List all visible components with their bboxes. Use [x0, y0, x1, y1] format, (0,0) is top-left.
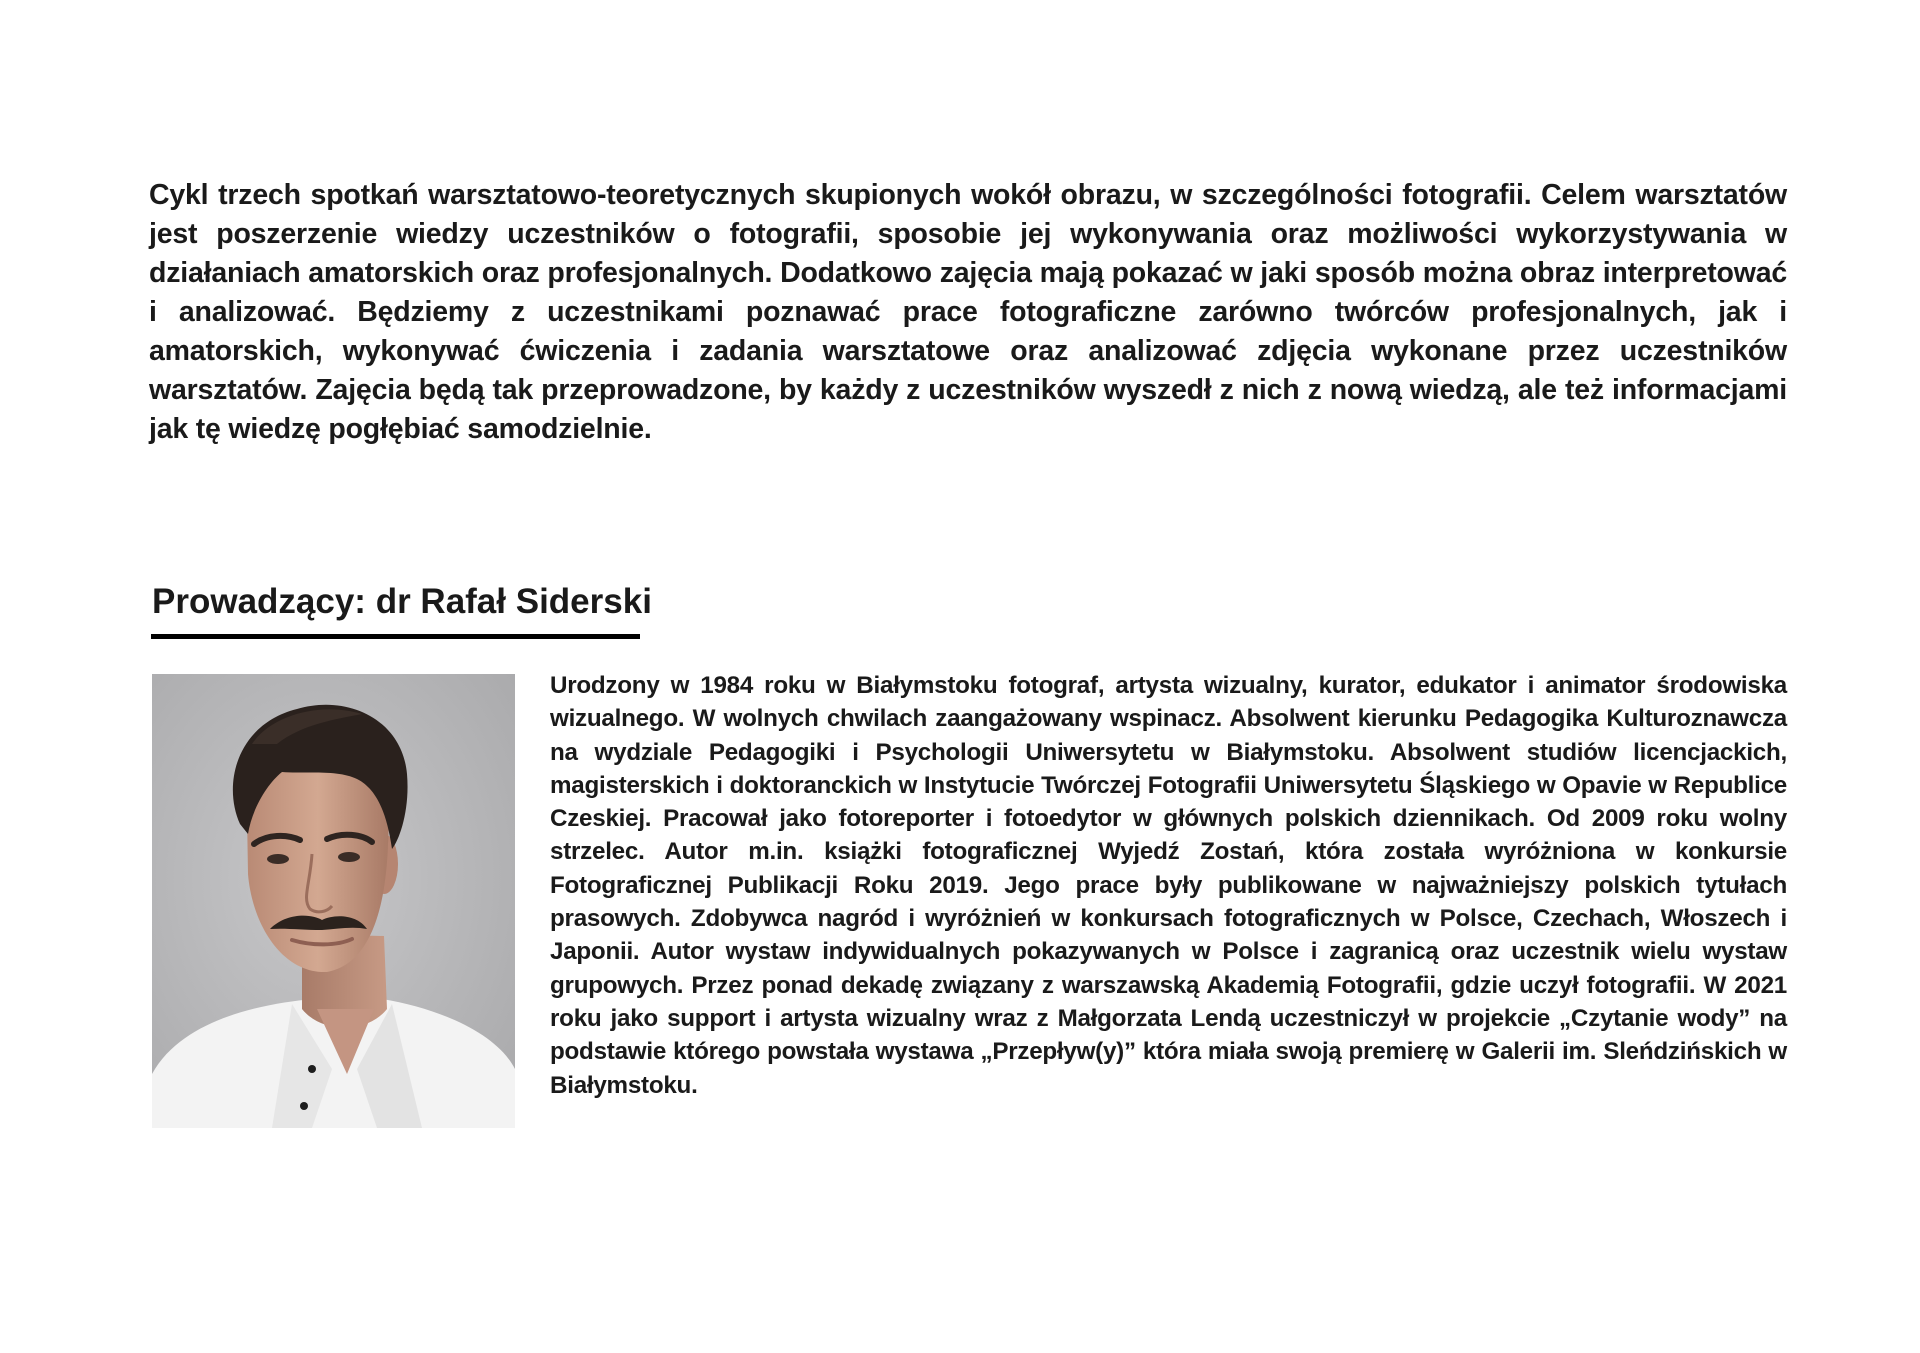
instructor-heading: Prowadzący: dr Rafał Siderski — [152, 582, 652, 621]
instructor-portrait-photo — [152, 674, 515, 1128]
instructor-bio: Urodzony w 1984 roku w Białymstoku fotograf, artysta wizualny, kurator, edukator i animator środowiska wizualnego. W wolnych chwilach zaangażowany wspinacz. Absolwent kierunku Pedagogika Kulturoznawcza na wydziale Pedagogiki i Psychologii Uniwersytetu w Białymstoku. Absolwent studiów licencjackich, magisterskich i doktoranckich w Instytucie Twórczej Fotografii Uniwersytetu Śląskiego w Opavie w Republice Czeskiej. Pracował jako fotoreporter i fotoedytor w głównych polskich dziennikach. Od 2009 roku wolny strzelec. Autor m.in. książki fotograficznej Wyjedź Zostań, która została wyróżniona w konkursie Fotograficznej Publikacji Roku 2019. Jego prace były publikowane w najważniejszy polskich tytułach prasowych. Zdobywca nagród i wyróżnień w konkursach fotograficznych w Polsce, Czechach, Włoszech i Japonii. Autor wystaw indywidualnych pokazywanych w Polsce i zagranicą oraz uczestnik wielu wystaw grupowych. Przez ponad dekadę związany z warszawską Akademią Fotografii, gdzie uczył fotografii. W 2021 roku jako support i artysta wizualny wraz z Małgorzata Lendą uczestniczył w projekcie „Czytanie wody” na podstawie którego powstała wystawa „Przepływ(y)” która miała swoją premierę w Galerii im. Sleńdzińskich w Białymstoku. — [550, 672, 1787, 1099]
intro-paragraph: Cykl trzech spotkań warsztatowo-teoretycznych skupionych wokół obrazu, w szczególności fotografii. Celem warsztatów jest poszerzenie wiedzy uczestników o fotografii, sposobie jej wykonywania oraz możliwości wykorzystywania w działaniach amatorskich oraz profesjonalnych. Dodatkowo zajęcia mają pokazać w jaki sposób można obraz interpretować i analizować. Będziemy z uczestnikami poznawać prace fotograficzne zarówno twórców profesjonalnych, jak i amatorskich, wykonywać ćwiczenia i zadania warsztatowe oraz analizować zdjęcia wykonane przez uczestników warsztatów. Zajęcia będą tak przeprowadzone, by każdy z uczestników wyszedł z nich z nową wiedzą, ale też informacjami jak tę wiedzę pogłębiać samodzielnie. — [149, 179, 1787, 445]
heading-underline — [151, 634, 640, 639]
